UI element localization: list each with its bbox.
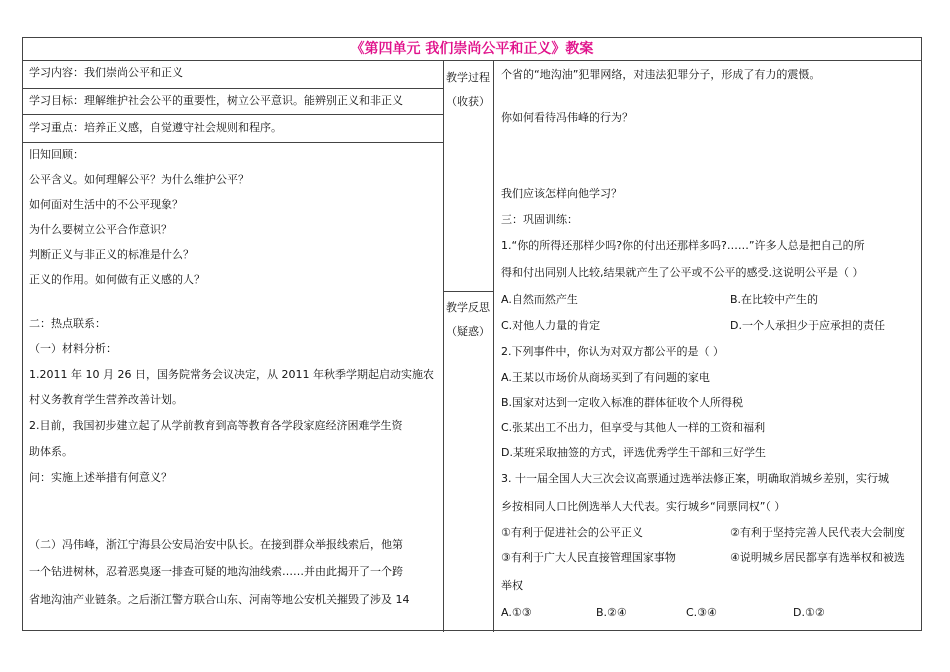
question-1-line: 1.“你的所得还那样少吗?你的付出还那样多吗?……”许多人总是把自己的所 [501,239,865,252]
review-item: 正义的作用。如何做有正义感的人？ [29,273,205,286]
question-2: 2.下列事件中，你认为对双方都公平的是（ ） [501,345,724,358]
q2-option-a: A.王某以市场价从商场买到了有问题的家电 [501,371,710,384]
story-line: 一个钻进树林，忍着恶臭逐一排查可疑的地沟油线索……并由此揭开了一个跨 [29,565,403,578]
q2-option-c: C.张某出工不出力，但享受与其他人一样的工资和福利 [501,421,766,434]
discussion-question: 你如何看待冯伟峰的行为？ [501,111,633,124]
study-content: 学习内容：我们崇尚公平和正义 [29,66,183,79]
material-line: 1.2011 年 10 月 26 日，国务院常务会议决定，从 2011 年秋季学期起启动实施农 [29,368,434,381]
q2-option-b: B.国家对达到一定收入标准的群体征收个人所得税 [501,396,744,409]
story-line: 省地沟油产业链条。之后浙江警方联合山东、河南等地公安机关摧毁了涉及 14 [29,593,410,606]
q1-option-a: A.自然而然产生 [501,293,578,306]
discussion-question: 我们应该怎样向他学习？ [501,187,622,200]
material-line: 助体系。 [29,445,73,458]
story-continued: 个省的“地沟油”犯罪网络，对违法犯罪分子，形成了有力的震慑。 [501,68,821,81]
hot-topics-heading: 二：热点联系： [29,317,106,330]
row-divider [23,114,443,115]
teaching-process-label: 教学过程（收获） [446,71,490,108]
q3-item-3: ③有利于广大人民直接管理国家事物 [501,551,676,564]
story-line: （二）冯伟峰，浙江宁海县公安局治安中队长。在接到群众举报线索后，他第 [29,538,403,551]
q1-option-b: B.在比较中产生的 [730,293,819,306]
column-divider-right [493,60,494,632]
q1-option-c: C.对他人力量的肯定 [501,319,601,332]
review-item: 如何面对生活中的不公平现象？ [29,198,183,211]
q3-item-4-continued: 举权 [501,579,523,592]
q3-item-4: ④说明城乡居民都享有选举权和被选 [730,551,905,564]
q1-option-d: D.一个人承担少于应承担的责任 [730,319,885,332]
q3-option-b: B.②④ [596,606,627,619]
q3-option-d: D.①② [793,606,825,619]
material-line: 村义务教育学生营养改善计划。 [29,393,183,406]
review-item: 为什么要树立公平合作意识？ [29,223,172,236]
q3-item-2: ②有利于坚持完善人民代表大会制度 [730,526,905,539]
material-question: 问：实施上述举措有何意义？ [29,471,172,484]
teaching-reflection-label: 教学反思（疑惑） [446,301,490,338]
row-divider [23,88,443,89]
question-1-line: 得和付出同别人比较,结果就产生了公平或不公平的感受.这说明公平是（ ） [501,266,864,279]
review-heading: 旧知回顾： [29,148,84,161]
row-divider [443,291,493,292]
question-3-line: 乡按相同人口比例选举人大代表。实行城乡“同票同权”（ ） [501,500,786,513]
review-item: 公平含义。如何理解公平？为什么维护公平？ [29,173,249,186]
review-item: 判断正义与非正义的标准是什么？ [29,248,194,261]
exercise-heading: 三：巩固训练： [501,213,578,226]
document-title: 《第四单元 我们崇尚公平和正义》教案 [23,38,921,61]
material-analysis-heading: （一）材料分析： [29,342,117,355]
study-focus: 学习重点：培养正义感，自觉遵守社会规则和程序。 [29,121,282,134]
study-goal: 学习目标：理解维护社会公平的重要性，树立公平意识。能辨别正义和非正义 [29,94,403,107]
column-divider-left [443,60,444,632]
q3-option-c: C.③④ [686,606,717,619]
q2-option-d: D.某班采取抽签的方式，评选优秀学生干部和三好学生 [501,446,766,459]
lesson-plan-table [22,37,922,631]
q3-option-a: A.①③ [501,606,532,619]
material-line: 2.目前，我国初步建立起了从学前教育到高等教育各学段家庭经济困难学生资 [29,419,403,432]
question-3-line: 3. 十一届全国人大三次会议高票通过选举法修正案，明确取消城乡差别，实行城 [501,472,889,485]
q3-item-1: ①有利于促进社会的公平正义 [501,526,643,539]
row-divider [23,142,443,143]
